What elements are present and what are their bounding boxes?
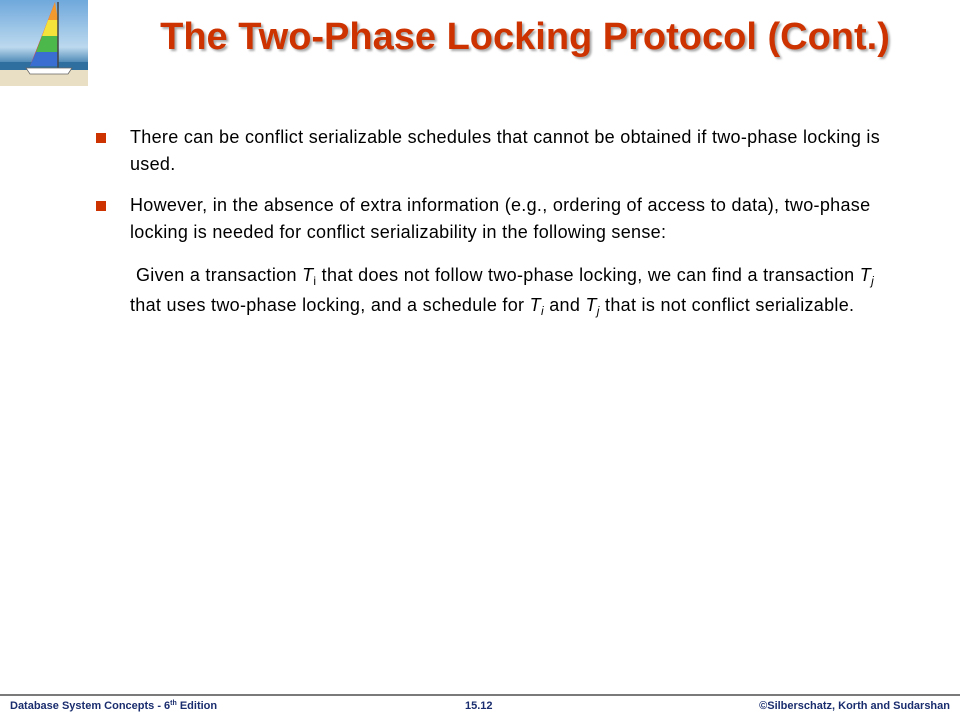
bullet-item (96, 124, 886, 178)
square-bullet-icon (96, 133, 106, 143)
sailboat-logo (0, 0, 88, 86)
bullet-text: There can be conflict serializable schedules that cannot be obtained if two-phase locking is used. (130, 127, 881, 174)
footer-book-title: Database System Concepts - 6th Edition (10, 700, 218, 712)
bullet-list (96, 124, 886, 320)
given-paragraph: Given a transaction $T_i$ that does not follow two-phase locking, we can find a transaction $T_j$ that uses two-phase locking, and a schedule for $T_i$ and $T_j$ that is not conflict serializable. (130, 265, 875, 318)
footer-divider (0, 694, 960, 696)
footer-page-number: 15.12 (465, 700, 493, 712)
bullet-item (96, 192, 886, 246)
slide-title: The Two-Phase Locking Protocol (Cont.) (160, 16, 890, 58)
square-bullet-icon (96, 201, 106, 211)
bullet-text: However, in the absence of extra information (e.g., ordering of access to data), two-phase locking is needed for conflict serializability in the following sense: (130, 195, 871, 242)
footer-copyright: ©Silberschatz, Korth and Sudarshan (759, 700, 950, 712)
